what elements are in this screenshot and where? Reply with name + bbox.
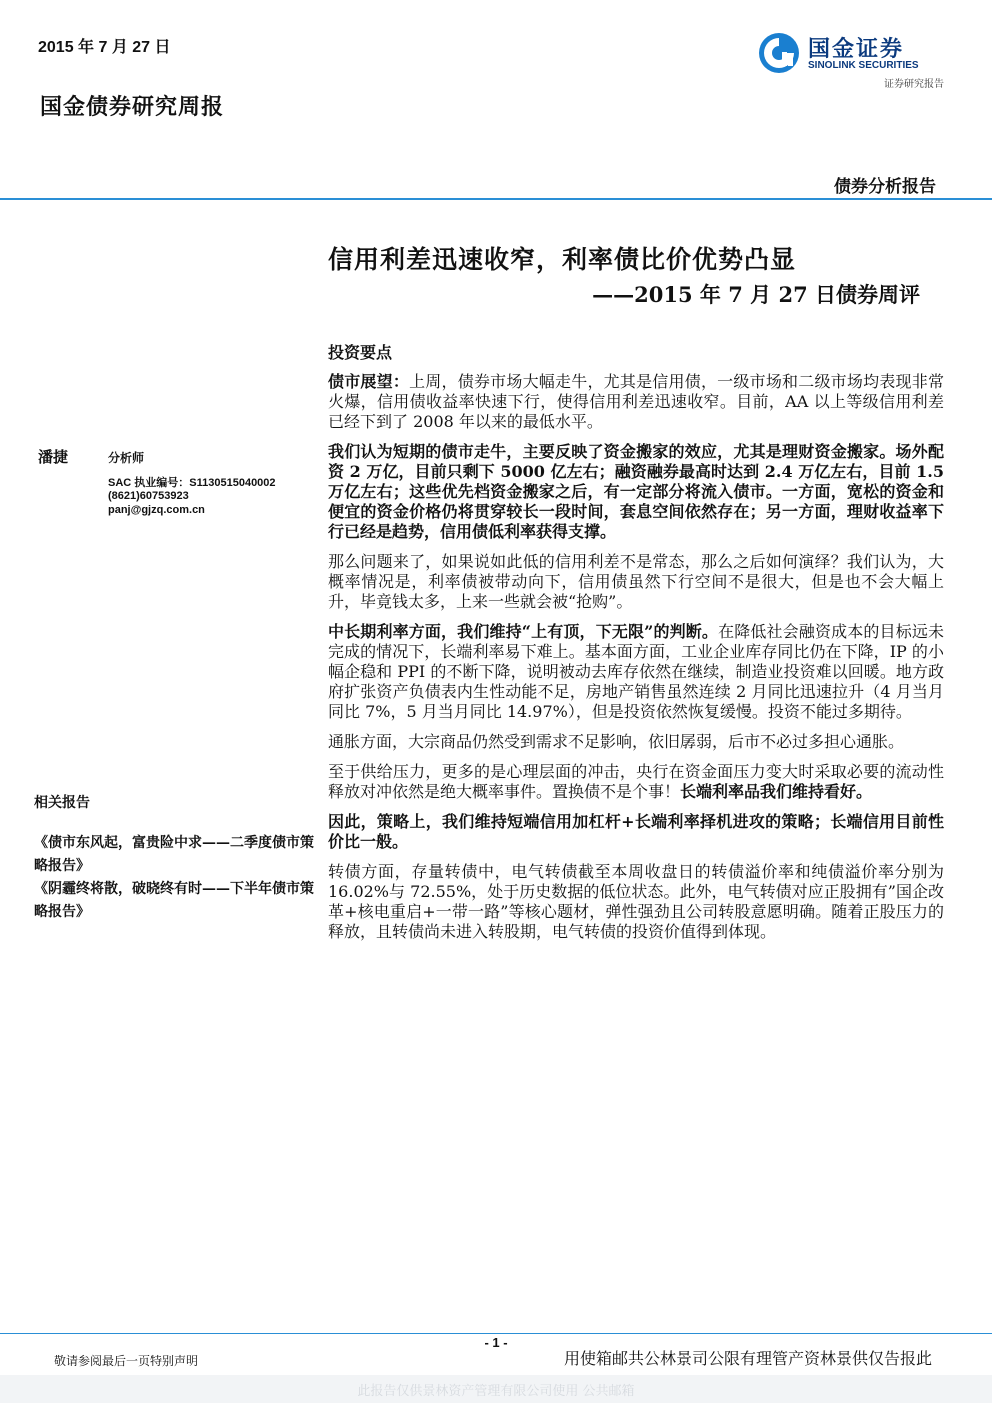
analyst-email: panj@gjzq.com.cn bbox=[108, 504, 205, 516]
paragraph-lead: 债市展望： bbox=[328, 372, 410, 391]
footer-divider bbox=[0, 1333, 992, 1334]
analyst-sac-number: SAC 执业编号：S1130515040002 bbox=[108, 477, 276, 489]
paragraph-text: 转债方面，存量转债中，电气转债截至本周收盘日的转债溢价率和纯债溢价率分别为 16.02%与 72.55%，处于历史数据的低位状态。此外，电气转债对应正股拥有”国企改革+核电重启+一带一路”等核心题材，弹性强劲且公司转股意愿明确。随着正股压力的释放，且转债尚未进入转股期，电气转债的投资价值得到体现。 bbox=[328, 862, 944, 941]
header-divider bbox=[0, 198, 992, 200]
paragraph-fund-migration bbox=[328, 442, 944, 542]
paragraph-convertibles bbox=[328, 862, 944, 942]
analyst-phone: (8621)60753923 bbox=[108, 490, 189, 502]
report-subtitle: ——2015 年 7 月 27 日债券周评 bbox=[592, 282, 920, 307]
paragraph-credit-spread bbox=[328, 552, 944, 612]
analyst-name: 潘捷 bbox=[38, 448, 69, 466]
sinolink-logo-icon bbox=[756, 30, 802, 76]
logo-name-en: SINOLINK SECURITIES bbox=[808, 60, 919, 71]
series-title: 国金债券研究周报 bbox=[40, 94, 225, 120]
related-report-item[interactable]: 《债市东风起，富贵险中求——二季度债市策略报告》 bbox=[34, 835, 314, 874]
key-points-heading: 投资要点 bbox=[328, 343, 393, 362]
paragraph-strategy bbox=[328, 812, 944, 852]
footer-usage-notice: 用使箱邮共公林景司公限有理管产资林景供仅告报此 bbox=[563, 1349, 932, 1368]
key-points-body bbox=[328, 372, 944, 952]
paragraph-text: 那么问题来了，如果说如此低的信用利差不是常态，那么之后如何演绎？我们认为，大概率情况是，利率债被带动向下，信用债虽然下行空间不是很大，但是也不会大幅上升，毕竟钱太多，上来一些就会被“抢购”。 bbox=[328, 552, 944, 611]
paragraph-inflation bbox=[328, 732, 944, 752]
report-title: 信用利差迅速收窄，利率债比价优势凸显 bbox=[328, 245, 797, 274]
footer-disclaimer: 敬请参阅最后一页特别声明 bbox=[54, 1354, 199, 1368]
related-reports-list bbox=[34, 832, 320, 924]
paragraph-text: 我们认为短期的债市走牛，主要反映了资金搬家的效应，尤其是理财资金搬家。场外配资 2 万亿，目前只剩下 5000 亿左右；融资融券最高时达到 2.4 万亿左右，目前 1.5 万亿左右；这些优先档资金搬家之后，有一定部分将流入债市。一方面，宽松的资金和便宜的资金价格仍将贯穿较长一段时间，套息空间依然存在；另一方面，理财收益率下行已经是趋势，信用债低利率获得支撑。 bbox=[328, 442, 944, 541]
report-type: 债券分析报告 bbox=[834, 177, 936, 197]
report-date: 2015 年 7 月 27 日 bbox=[38, 39, 171, 56]
analyst-role: 分析师 bbox=[108, 451, 145, 465]
paragraph-lead: 中长期利率方面，我们维持“上有顶，下无限”的判断。 bbox=[328, 622, 719, 641]
logo-subtitle: 证券研究报告 bbox=[884, 79, 944, 90]
page-number: - 1 - bbox=[484, 1335, 508, 1350]
paragraph-outlook bbox=[328, 372, 944, 432]
paragraph-text: 上周，债券市场大幅走牛，尤其是信用债，一级市场和二级市场均表现非常火爆，信用债收益率快速下行，使得信用利差迅速收窄。目前，AA 以上等级信用利差已经下到了 2008 年以来的最低水平。 bbox=[328, 372, 944, 431]
paragraph-long-term-rates bbox=[328, 622, 944, 722]
logo-name-cn: 国金证券 bbox=[808, 36, 905, 61]
paragraph-supply bbox=[328, 762, 944, 802]
paragraph-text: 通胀方面，大宗商品仍然受到需求不足影响，依旧孱弱，后市不必过多担心通胀。 bbox=[328, 732, 905, 751]
company-logo bbox=[756, 30, 946, 92]
paragraph-text: 因此，策略上，我们维持短端信用加杠杆+长端利率择机进攻的策略；长端信用目前性价比一般。 bbox=[328, 812, 944, 851]
related-report-item[interactable]: 《阴霾终将散，破晓终有时——下半年债市策略报告》 bbox=[34, 881, 314, 920]
paragraph-tail: 长端利率品我们维持看好。 bbox=[680, 782, 873, 801]
paragraph-text: 在降低社会融资成本的目标远未完成的情况下，长端利率易下难上。基本面方面，工业企业库存同比仍在下降，IP 的小幅企稳和 PPI 的不断下降，说明被动去库存依然在继续，制造业投资难以回暖。地方政府扩张资产负债表内生性动能不足，房地产销售虽然连续 2 月同比迅速拉升（4 月当月同比 7%，5 月当月同比 14.97%），但是投资依然恢复缓慢。投资不能过多期待。 bbox=[328, 622, 944, 721]
related-reports-heading: 相关报告 bbox=[34, 795, 90, 811]
paragraph-text: 至于供给压力，更多的是心理层面的冲击，央行在资金面压力变大时采取必要的流动性释放对冲依然是绝大概率事件。置换债不是个事！ bbox=[328, 762, 944, 801]
watermark-text: 此报告仅供景林资产管理有限公司使用 公共邮箱 bbox=[357, 1384, 635, 1399]
